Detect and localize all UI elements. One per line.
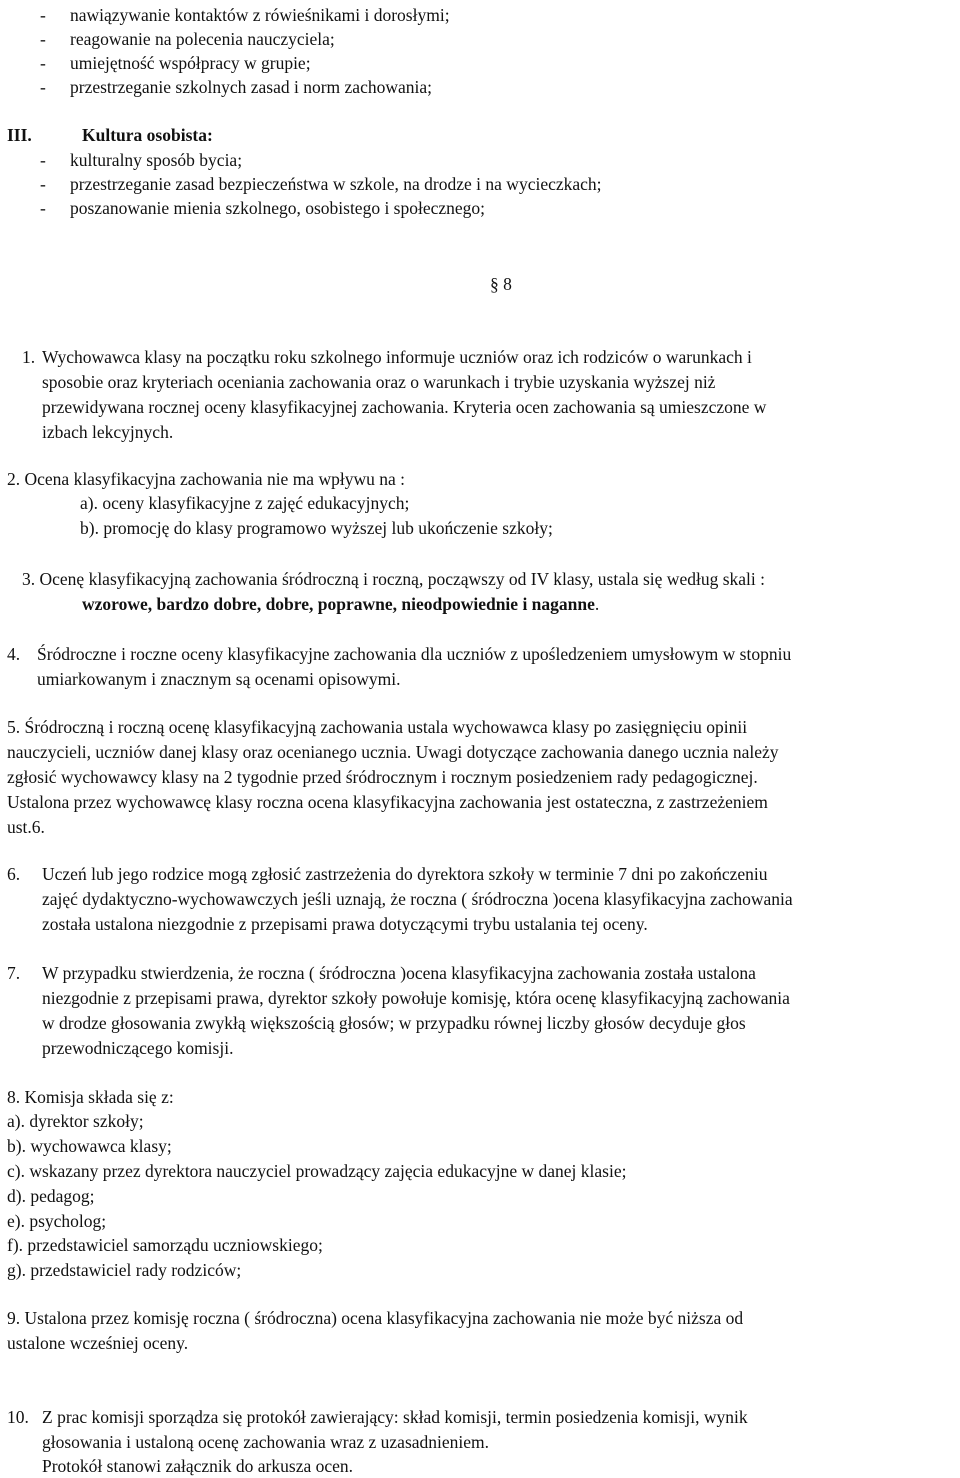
list-dash: - bbox=[40, 53, 46, 73]
list-item: nawiązywanie kontaktów z rówieśnikami i dorosłymi; bbox=[70, 5, 450, 25]
list-dash: - bbox=[40, 174, 46, 194]
list-dash: - bbox=[40, 150, 46, 170]
clause-subitem: a). oceny klasyfikacyjne z zajęć edukacyjnych; bbox=[80, 493, 410, 513]
list-item: umiejętność współpracy w grupie; bbox=[70, 53, 311, 73]
clause-line: umiarkowanym i znacznym są ocenami opisowymi. bbox=[37, 669, 401, 689]
clause-line: nauczycieli, uczniów danej klasy oraz ocenianego ucznia. Uwagi dotyczące zachowania danego ucznia należy bbox=[7, 742, 779, 762]
clause-subitem: b). promocję do klasy programowo wyższej lub ukończenie szkoły; bbox=[80, 518, 553, 538]
committee-member: d). pedagog; bbox=[7, 1186, 95, 1206]
committee-member: g). przedstawiciel rady rodziców; bbox=[7, 1260, 242, 1280]
clause-line: głosowania i ustaloną ocenę zachowania wraz z uzasadnieniem. bbox=[42, 1432, 490, 1452]
committee-member: e). psycholog; bbox=[7, 1211, 107, 1231]
clause-line: sposobie oraz kryteriach oceniania zachowania oraz o warunkach i trybie uzyskania wyższej niż bbox=[42, 372, 716, 392]
list-dash: - bbox=[40, 77, 46, 97]
clause-line: 8. Komisja składa się z: bbox=[7, 1087, 174, 1107]
clause-line: W przypadku stwierdzenia, że roczna ( śródroczna )ocena klasyfikacyjna zachowania została ustalona bbox=[42, 963, 756, 983]
clause-number: 1. bbox=[22, 347, 36, 367]
list-item: kulturalny sposób bycia; bbox=[70, 150, 243, 170]
grade-scale-end: . bbox=[594, 594, 600, 614]
clause-number: 4. bbox=[7, 644, 21, 664]
clause-number: 10. bbox=[7, 1407, 29, 1427]
clause-line: ustalone wcześniej oceny. bbox=[7, 1333, 189, 1353]
clause-line: 9. Ustalona przez komisję roczna ( śródroczna) ocena klasyfikacyjna zachowania nie może być niższa od bbox=[7, 1308, 744, 1328]
clause-number: 7. bbox=[7, 963, 21, 983]
section-numeral: III. bbox=[7, 125, 32, 145]
committee-member: c). wskazany przez dyrektora nauczyciel prowadzący zajęcia edukacyjne w danej klasie; bbox=[7, 1161, 627, 1181]
list-item: poszanowanie mienia szkolnego, osobistego i społecznego; bbox=[70, 198, 486, 218]
clause-line: Ustalona przez wychowawcę klasy roczna ocena klasyfikacyjna zachowania jest ostateczna, z zastrzeżeniem bbox=[7, 792, 768, 812]
clause-line: ust.6. bbox=[7, 817, 45, 837]
clause-line: Z prac komisji sporządza się protokół zawierający: skład komisji, termin posiedzenia komisji, wynik bbox=[42, 1407, 748, 1427]
clause-line: 2. Ocena klasyfikacyjna zachowania nie ma wpływu na : bbox=[7, 469, 405, 489]
list-dash: - bbox=[40, 198, 46, 218]
clause-line: zgłosić wychowawcy klasy na 2 tygodnie przed śródrocznym i rocznym posiedzeniem rady pedagogicznej. bbox=[7, 767, 758, 787]
clause-line: Uczeń lub jego rodzice mogą zgłosić zastrzeżenia do dyrektora szkoły w terminie 7 dni po zakończeniu bbox=[42, 864, 768, 884]
paragraph-mark: § 8 bbox=[490, 274, 512, 294]
clause-line: przewidywana rocznej oceny klasyfikacyjnej zachowania. Kryteria ocen zachowania są umieszczone w bbox=[42, 397, 767, 417]
clause-line: w drodze głosowania zwykłą większością głosów; w przypadku równej liczby głosów decyduje głos bbox=[42, 1013, 746, 1033]
list-item: reagowanie na polecenia nauczyciela; bbox=[70, 29, 335, 49]
grade-scale bbox=[82, 592, 599, 616]
list-item: przestrzeganie szkolnych zasad i norm zachowania; bbox=[70, 77, 432, 97]
list-item: przestrzeganie zasad bezpieczeństwa w szkole, na drodze i na wycieczkach; bbox=[70, 174, 602, 194]
section-heading: Kultura osobista: bbox=[82, 125, 213, 145]
clause-line: 5. Śródroczną i roczną ocenę klasyfikacyjną zachowania ustala wychowawca klasy po zasięgnięciu opinii bbox=[7, 717, 748, 737]
list-dash: - bbox=[40, 29, 46, 49]
clause-line: zajęć dydaktyczno-wychowawczych jeśli uznają, że roczna ( śródroczna )ocena klasyfikacyjna zachowania bbox=[42, 889, 793, 909]
clause-line: przewodniczącego komisji. bbox=[42, 1038, 234, 1058]
list-dash: - bbox=[40, 5, 46, 25]
grade-scale-list: wzorowe, bardzo dobre, dobre, poprawne, nieodpowiednie i naganne bbox=[82, 594, 595, 614]
clause-line: 3. Ocenę klasyfikacyjną zachowania śródroczną i roczną, począwszy od IV klasy, ustala się według skali : bbox=[22, 569, 765, 589]
clause-line: Protokół stanowi załącznik do arkusza ocen. bbox=[42, 1456, 354, 1476]
committee-member: f). przedstawiciel samorządu uczniowskiego; bbox=[7, 1235, 323, 1255]
clause-line: Śródroczne i roczne oceny klasyfikacyjne zachowania dla uczniów z upośledzeniem umysłowym w stopniu bbox=[37, 644, 792, 664]
clause-line: niezgodnie z przepisami prawa, dyrektor szkoły powołuje komisję, która ocenę klasyfikacyjną zachowania bbox=[42, 988, 790, 1008]
committee-member: a). dyrektor szkoły; bbox=[7, 1111, 144, 1131]
committee-member: b). wychowawca klasy; bbox=[7, 1136, 172, 1156]
clause-line: została ustalona niezgodnie z przepisami prawa dotyczącymi trybu ustalania tej oceny. bbox=[42, 914, 648, 934]
clause-line: Wychowawca klasy na początku roku szkolnego informuje uczniów oraz ich rodziców o warunkach i bbox=[42, 347, 752, 367]
clause-line: izbach lekcyjnych. bbox=[42, 422, 174, 442]
clause-number: 6. bbox=[7, 864, 21, 884]
